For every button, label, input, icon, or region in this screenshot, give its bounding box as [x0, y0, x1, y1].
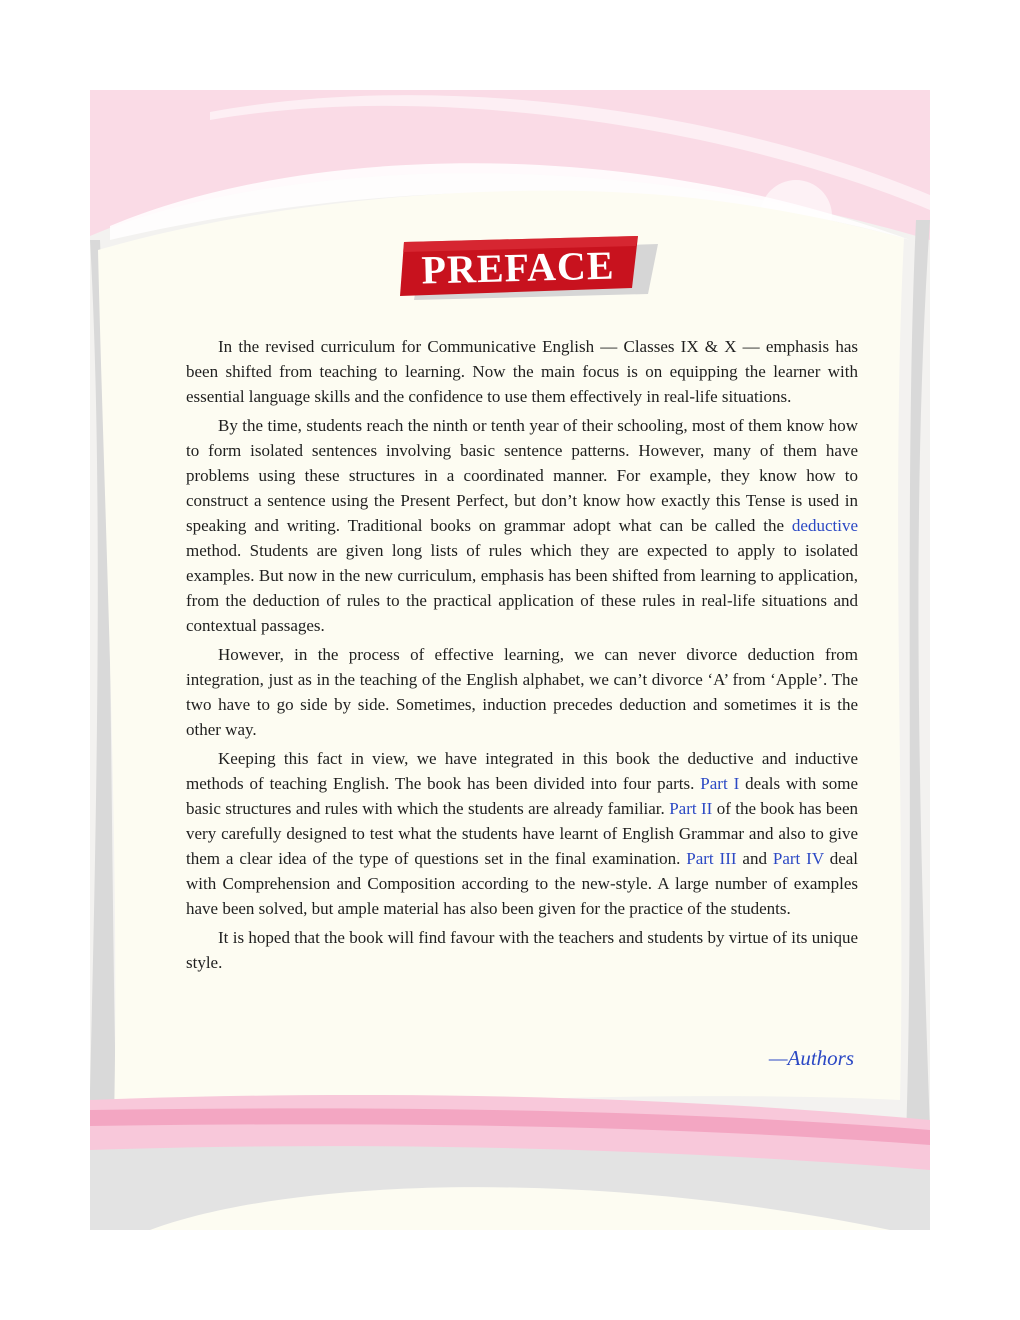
preface-paragraph: [186, 925, 858, 975]
highlighted-term: Part II: [669, 799, 713, 818]
paragraph-text: of the book has been very carefully designed to test what the students have learnt of English Grammar and also to give them a clear idea of the type of questions set in the final examination.: [186, 799, 858, 868]
paragraph-text: It is hoped that the book will find favour with the teachers and students by virtue of its unique style.: [186, 928, 858, 972]
preface-body: [186, 334, 858, 979]
preface-page: [90, 90, 930, 1230]
highlighted-term: Part IV: [772, 849, 824, 868]
paragraph-text: and: [736, 849, 773, 868]
title-banner: [400, 236, 660, 308]
preface-paragraph: [186, 334, 858, 409]
right-grey-curl: [902, 220, 930, 1230]
preface-paragraph: [186, 413, 858, 638]
preface-paragraph: [186, 642, 858, 742]
signature: —Authors: [768, 1046, 854, 1070]
highlighted-term: Part I: [700, 774, 740, 793]
paragraph-text: deals with some basic structures and rules with which the students are already familiar.: [186, 774, 858, 818]
paragraph-text: Keeping this fact in view, we have integrated in this book the deductive and inductive methods of teaching English. The book has been divided into four parts.: [186, 749, 858, 793]
paragraph-text: method. Students are given long lists of rules which they are expected to apply to isolated examples. But now in the new curriculum, emphasis has been shifted from learning to application, from the deduction of rules to the practical application of these rules in real-life situations and contextual passages.: [186, 541, 858, 635]
highlighted-term: deductive: [791, 516, 858, 535]
preface-paragraph: [186, 746, 858, 921]
paragraph-text: However, in the process of effective learning, we can never divorce deduction from integration, just as in the teaching of the English alphabet, we can’t divorce ‘A’ from ‘Apple’. The two have to go side by side. Sometimes, induction precedes deduction and sometimes it is the other way.: [186, 645, 858, 739]
highlighted-term: Part III: [686, 849, 737, 868]
paragraph-text: deal with Comprehension and Composition according to the new-style. A large number of examples have been solved, but ample material has also been given for the practice of the students.: [186, 849, 859, 918]
paragraph-text: In the revised curriculum for Communicative English — Classes IX & X — emphasis has been shifted from teaching to learning. Now the main focus is on equipping the learner with essential language skills and the confidence to use them effectively in real-life situations.: [186, 337, 858, 406]
paragraph-text: By the time, students reach the ninth or tenth year of their schooling, most of them know how to form isolated sentences involving basic sentence patterns. However, many of them have problems using these structures in a coordinated manner. For example, they know how to construct a sentence using the Present Perfect, but don’t know how exactly this Tense is used in speaking and writing. Traditional books on grammar adopt what can be called the: [186, 416, 858, 535]
page-title: PREFACE: [420, 241, 616, 293]
